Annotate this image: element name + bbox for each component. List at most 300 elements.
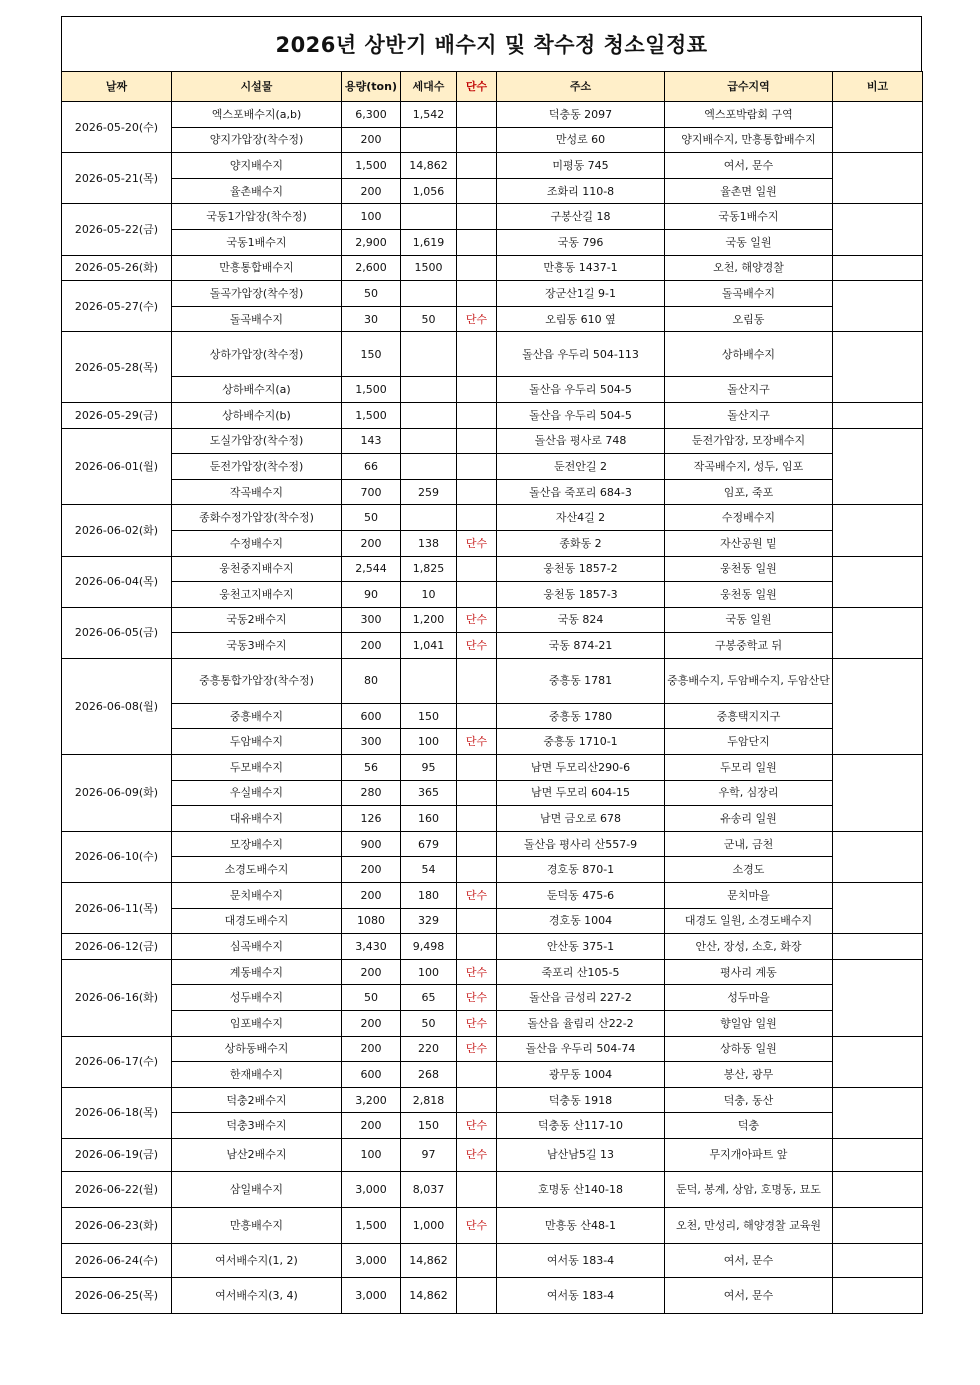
cutoff-cell — [457, 1277, 497, 1313]
address-cell: 광무동 1004 — [497, 1062, 665, 1088]
cutoff-cell: 단수 — [457, 1207, 497, 1243]
facility-cell: 남산2배수지 — [172, 1138, 342, 1171]
note-cell — [833, 428, 923, 505]
cutoff-cell — [457, 402, 497, 428]
area-cell: 덕충, 동산 — [665, 1087, 833, 1113]
header-note: 비고 — [833, 72, 923, 102]
date-cell: 2026-06-12(금) — [62, 934, 172, 960]
cutoff-cell — [457, 857, 497, 883]
cutoff-cell — [457, 934, 497, 960]
address-cell: 남면 금오로 678 — [497, 806, 665, 832]
table-row — [62, 658, 923, 703]
area-cell: 여서, 문수 — [665, 153, 833, 179]
date-cell: 2026-06-24(수) — [62, 1243, 172, 1277]
address-cell: 조화리 110-8 — [497, 178, 665, 204]
facility-cell: 여서배수지(3, 4) — [172, 1277, 342, 1313]
header-capacity: 용량(ton) — [342, 72, 401, 102]
capacity-cell: 3,200 — [342, 1087, 401, 1113]
area-cell: 상하동 일원 — [665, 1036, 833, 1062]
address-cell: 구봉산길 18 — [497, 204, 665, 230]
facility-cell: 국동3배수지 — [172, 633, 342, 659]
table-row — [62, 1171, 923, 1207]
table-row — [62, 1087, 923, 1113]
facility-cell: 돌곡가압장(착수정) — [172, 281, 342, 307]
note-cell — [833, 255, 923, 281]
capacity-cell: 200 — [342, 883, 401, 909]
table-row — [62, 556, 923, 582]
facility-cell: 계동배수지 — [172, 959, 342, 985]
capacity-cell: 300 — [342, 607, 401, 633]
note-cell — [833, 332, 923, 403]
households-cell: 1,056 — [401, 178, 457, 204]
date-cell: 2026-06-09(화) — [62, 755, 172, 832]
date-cell: 2026-05-22(금) — [62, 204, 172, 255]
households-cell — [401, 402, 457, 428]
households-cell: 10 — [401, 582, 457, 608]
facility-cell: 도실가압장(착수정) — [172, 428, 342, 454]
note-cell — [833, 1087, 923, 1138]
capacity-cell: 143 — [342, 428, 401, 454]
area-cell: 군내, 금천 — [665, 831, 833, 857]
households-cell — [401, 332, 457, 377]
address-cell: 돌산읍 율림리 산22-2 — [497, 1011, 665, 1037]
capacity-cell: 1,500 — [342, 1207, 401, 1243]
facility-cell: 대유배수지 — [172, 806, 342, 832]
table-row — [62, 1036, 923, 1062]
table-row — [62, 153, 923, 179]
area-cell: 무지개아파트 앞 — [665, 1138, 833, 1171]
header-cutoff: 단수 — [457, 72, 497, 102]
capacity-cell: 66 — [342, 454, 401, 480]
capacity-cell: 90 — [342, 582, 401, 608]
address-cell: 중흥동 1780 — [497, 703, 665, 729]
header-facility: 시설물 — [172, 72, 342, 102]
address-cell: 국동 874-21 — [497, 633, 665, 659]
area-cell: 양지배수지, 만흥통합배수지 — [665, 127, 833, 153]
cutoff-cell — [457, 908, 497, 934]
facility-cell: 돌곡배수지 — [172, 306, 342, 332]
address-cell: 웅천동 1857-2 — [497, 556, 665, 582]
cutoff-cell — [457, 229, 497, 255]
note-cell — [833, 1207, 923, 1243]
date-cell: 2026-06-22(월) — [62, 1171, 172, 1207]
note-cell — [833, 1171, 923, 1207]
area-cell: 유송리 일원 — [665, 806, 833, 832]
capacity-cell: 200 — [342, 1113, 401, 1139]
note-cell — [833, 755, 923, 832]
area-cell: 돌산지구 — [665, 377, 833, 403]
capacity-cell: 3,000 — [342, 1277, 401, 1313]
cutoff-cell — [457, 377, 497, 403]
households-cell: 1,542 — [401, 102, 457, 128]
capacity-cell: 100 — [342, 204, 401, 230]
table-row — [62, 505, 923, 531]
table-row — [62, 857, 923, 883]
capacity-cell: 2,600 — [342, 255, 401, 281]
date-cell: 2026-05-29(금) — [62, 402, 172, 428]
facility-cell: 종화수정가압장(착수정) — [172, 505, 342, 531]
cutoff-cell — [457, 582, 497, 608]
table-row — [62, 934, 923, 960]
address-cell: 돌산읍 우두리 504-74 — [497, 1036, 665, 1062]
facility-cell: 국동1가압장(착수정) — [172, 204, 342, 230]
note-cell — [833, 1243, 923, 1277]
table-row — [62, 703, 923, 729]
households-cell: 54 — [401, 857, 457, 883]
area-cell: 향일암 일원 — [665, 1011, 833, 1037]
households-cell: 14,862 — [401, 1243, 457, 1277]
households-cell: 1500 — [401, 255, 457, 281]
date-cell: 2026-06-17(수) — [62, 1036, 172, 1087]
capacity-cell: 1,500 — [342, 153, 401, 179]
households-cell: 365 — [401, 780, 457, 806]
address-cell: 돌산읍 우두리 504-113 — [497, 332, 665, 377]
area-cell: 수정배수지 — [665, 505, 833, 531]
cutoff-cell: 단수 — [457, 959, 497, 985]
capacity-cell: 50 — [342, 281, 401, 307]
address-cell: 돌산읍 우두리 504-5 — [497, 377, 665, 403]
address-cell: 장군산1길 9-1 — [497, 281, 665, 307]
address-cell: 웅천동 1857-3 — [497, 582, 665, 608]
note-cell — [833, 402, 923, 428]
cutoff-cell — [457, 1062, 497, 1088]
households-cell: 1,825 — [401, 556, 457, 582]
table-row — [62, 755, 923, 781]
facility-cell: 상하배수지(a) — [172, 377, 342, 403]
capacity-cell: 200 — [342, 1036, 401, 1062]
households-cell: 100 — [401, 729, 457, 755]
facility-cell: 중흥통합가압장(착수정) — [172, 658, 342, 703]
area-cell: 평사리 계동 — [665, 959, 833, 985]
cutoff-cell — [457, 127, 497, 153]
table-row — [62, 178, 923, 204]
note-cell — [833, 883, 923, 934]
area-cell: 상하배수지 — [665, 332, 833, 377]
households-cell: 2,818 — [401, 1087, 457, 1113]
households-cell: 65 — [401, 985, 457, 1011]
capacity-cell: 600 — [342, 1062, 401, 1088]
table-row — [62, 607, 923, 633]
households-cell: 138 — [401, 530, 457, 556]
table-row — [62, 883, 923, 909]
address-cell: 미평동 745 — [497, 153, 665, 179]
address-cell: 둔덕동 475-6 — [497, 883, 665, 909]
date-cell: 2026-06-23(화) — [62, 1207, 172, 1243]
address-cell: 돌산읍 금성리 227-2 — [497, 985, 665, 1011]
households-cell: 150 — [401, 703, 457, 729]
capacity-cell: 3,430 — [342, 934, 401, 960]
address-cell: 만흥동 산48-1 — [497, 1207, 665, 1243]
cutoff-cell — [457, 479, 497, 505]
address-cell: 만흥동 1437-1 — [497, 255, 665, 281]
table-row — [62, 1138, 923, 1171]
households-cell — [401, 281, 457, 307]
households-cell: 160 — [401, 806, 457, 832]
schedule-sheet — [61, 16, 922, 1314]
date-cell: 2026-06-08(월) — [62, 658, 172, 754]
area-cell: 소경도 — [665, 857, 833, 883]
cutoff-cell: 단수 — [457, 729, 497, 755]
households-cell — [401, 658, 457, 703]
households-cell: 100 — [401, 959, 457, 985]
address-cell: 안산동 375-1 — [497, 934, 665, 960]
date-cell: 2026-06-25(목) — [62, 1277, 172, 1313]
area-cell: 두모리 일원 — [665, 755, 833, 781]
note-cell — [833, 959, 923, 1036]
table-row — [62, 402, 923, 428]
cutoff-cell: 단수 — [457, 1113, 497, 1139]
cutoff-cell — [457, 204, 497, 230]
facility-cell: 한재배수지 — [172, 1062, 342, 1088]
area-cell: 오천, 해양경찰 — [665, 255, 833, 281]
capacity-cell: 900 — [342, 831, 401, 857]
households-cell: 150 — [401, 1113, 457, 1139]
table-row — [62, 780, 923, 806]
address-cell: 남면 두모리 604-15 — [497, 780, 665, 806]
area-cell: 오림동 — [665, 306, 833, 332]
area-cell: 국동 일원 — [665, 607, 833, 633]
cutoff-cell: 단수 — [457, 985, 497, 1011]
facility-cell: 덕충2배수지 — [172, 1087, 342, 1113]
table-row — [62, 204, 923, 230]
area-cell: 임포, 죽포 — [665, 479, 833, 505]
table-row — [62, 1113, 923, 1139]
area-cell: 둔전가압장, 모장배수지 — [665, 428, 833, 454]
table-row — [62, 281, 923, 307]
cutoff-cell — [457, 281, 497, 307]
note-cell — [833, 1036, 923, 1087]
households-cell: 1,041 — [401, 633, 457, 659]
cutoff-cell — [457, 755, 497, 781]
table-row — [62, 428, 923, 454]
cutoff-cell — [457, 1087, 497, 1113]
households-cell: 679 — [401, 831, 457, 857]
capacity-cell: 1,500 — [342, 402, 401, 428]
area-cell: 둔덕, 봉계, 상암, 호명동, 묘도 — [665, 1171, 833, 1207]
capacity-cell: 50 — [342, 505, 401, 531]
capacity-cell: 50 — [342, 985, 401, 1011]
cutoff-cell — [457, 1243, 497, 1277]
area-cell: 작곡배수지, 성두, 임포 — [665, 454, 833, 480]
table-row — [62, 530, 923, 556]
table-row — [62, 633, 923, 659]
area-cell: 덕충 — [665, 1113, 833, 1139]
facility-cell: 모장배수지 — [172, 831, 342, 857]
facility-cell: 율촌배수지 — [172, 178, 342, 204]
schedule-table — [61, 71, 923, 1314]
households-cell: 180 — [401, 883, 457, 909]
households-cell: 259 — [401, 479, 457, 505]
capacity-cell: 30 — [342, 306, 401, 332]
area-cell: 여서, 문수 — [665, 1277, 833, 1313]
capacity-cell: 200 — [342, 127, 401, 153]
area-cell: 우학, 심장리 — [665, 780, 833, 806]
address-cell: 경호동 870-1 — [497, 857, 665, 883]
facility-cell: 웅천고지배수지 — [172, 582, 342, 608]
schedule-body — [62, 102, 923, 1314]
table-row — [62, 1062, 923, 1088]
households-cell: 1,619 — [401, 229, 457, 255]
cutoff-cell: 단수 — [457, 530, 497, 556]
capacity-cell: 6,300 — [342, 102, 401, 128]
address-cell: 돌산읍 죽포리 684-3 — [497, 479, 665, 505]
area-cell: 안산, 장성, 소호, 화장 — [665, 934, 833, 960]
households-cell: 220 — [401, 1036, 457, 1062]
households-cell — [401, 454, 457, 480]
facility-cell: 여서배수지(1, 2) — [172, 1243, 342, 1277]
capacity-cell: 3,000 — [342, 1243, 401, 1277]
header-address: 주소 — [497, 72, 665, 102]
cutoff-cell — [457, 454, 497, 480]
date-cell: 2026-06-04(목) — [62, 556, 172, 607]
cutoff-cell — [457, 153, 497, 179]
capacity-cell: 200 — [342, 1011, 401, 1037]
address-cell: 덕충동 1918 — [497, 1087, 665, 1113]
households-cell — [401, 127, 457, 153]
table-row — [62, 1277, 923, 1313]
cutoff-cell — [457, 332, 497, 377]
households-cell: 9,498 — [401, 934, 457, 960]
date-cell: 2026-06-19(금) — [62, 1138, 172, 1171]
facility-cell: 만흥통합배수지 — [172, 255, 342, 281]
table-row — [62, 454, 923, 480]
date-cell: 2026-05-26(화) — [62, 255, 172, 281]
table-row — [62, 377, 923, 403]
households-cell — [401, 428, 457, 454]
facility-cell: 웅천중지배수지 — [172, 556, 342, 582]
date-cell: 2026-06-01(월) — [62, 428, 172, 505]
address-cell: 남산남5길 13 — [497, 1138, 665, 1171]
facility-cell: 수정배수지 — [172, 530, 342, 556]
cutoff-cell — [457, 428, 497, 454]
facility-cell: 문치배수지 — [172, 883, 342, 909]
area-cell: 웅천동 일원 — [665, 556, 833, 582]
table-row — [62, 1011, 923, 1037]
area-cell: 중흥배수지, 두암배수지, 두암산단 — [665, 658, 833, 703]
facility-cell: 성두배수지 — [172, 985, 342, 1011]
address-cell: 덕충동 산117-10 — [497, 1113, 665, 1139]
table-row — [62, 908, 923, 934]
facility-cell: 덕충3배수지 — [172, 1113, 342, 1139]
date-cell: 2026-06-10(수) — [62, 831, 172, 882]
area-cell: 국동1배수지 — [665, 204, 833, 230]
capacity-cell: 2,544 — [342, 556, 401, 582]
cutoff-cell — [457, 806, 497, 832]
area-cell: 성두마을 — [665, 985, 833, 1011]
area-cell: 두암단지 — [665, 729, 833, 755]
date-cell: 2026-05-27(수) — [62, 281, 172, 332]
date-cell: 2026-06-16(화) — [62, 959, 172, 1036]
page-title: 2026년 상반기 배수지 및 착수정 청소일정표 — [61, 16, 922, 71]
address-cell: 만성로 60 — [497, 127, 665, 153]
date-cell: 2026-06-18(목) — [62, 1087, 172, 1138]
table-row — [62, 959, 923, 985]
facility-cell: 상하동배수지 — [172, 1036, 342, 1062]
facility-cell: 심곡배수지 — [172, 934, 342, 960]
note-cell — [833, 556, 923, 607]
capacity-cell: 600 — [342, 703, 401, 729]
households-cell — [401, 505, 457, 531]
facility-cell: 양지배수지 — [172, 153, 342, 179]
capacity-cell: 2,900 — [342, 229, 401, 255]
note-cell — [833, 658, 923, 754]
address-cell: 여서동 183-4 — [497, 1243, 665, 1277]
cutoff-cell: 단수 — [457, 883, 497, 909]
facility-cell: 삼일배수지 — [172, 1171, 342, 1207]
cutoff-cell — [457, 556, 497, 582]
table-row — [62, 127, 923, 153]
table-row — [62, 306, 923, 332]
cutoff-cell: 단수 — [457, 607, 497, 633]
households-cell: 50 — [401, 1011, 457, 1037]
facility-cell: 우실배수지 — [172, 780, 342, 806]
note-cell — [833, 153, 923, 204]
address-cell: 자산4길 2 — [497, 505, 665, 531]
facility-cell: 둔전가압장(착수정) — [172, 454, 342, 480]
capacity-cell: 150 — [342, 332, 401, 377]
households-cell: 1,200 — [401, 607, 457, 633]
address-cell: 둔전안길 2 — [497, 454, 665, 480]
area-cell: 자산공원 밑 — [665, 530, 833, 556]
capacity-cell: 3,000 — [342, 1171, 401, 1207]
address-cell: 종화동 2 — [497, 530, 665, 556]
table-row — [62, 831, 923, 857]
address-cell: 여서동 183-4 — [497, 1277, 665, 1313]
note-cell — [833, 607, 923, 658]
households-cell: 95 — [401, 755, 457, 781]
area-cell: 율촌면 일원 — [665, 178, 833, 204]
capacity-cell: 280 — [342, 780, 401, 806]
address-cell: 돌산읍 우두리 504-5 — [497, 402, 665, 428]
households-cell: 329 — [401, 908, 457, 934]
facility-cell: 작곡배수지 — [172, 479, 342, 505]
note-cell — [833, 204, 923, 255]
header-date: 날짜 — [62, 72, 172, 102]
households-cell: 268 — [401, 1062, 457, 1088]
address-cell: 국동 824 — [497, 607, 665, 633]
facility-cell: 두모배수지 — [172, 755, 342, 781]
cutoff-cell: 단수 — [457, 1138, 497, 1171]
address-cell: 죽포리 산105-5 — [497, 959, 665, 985]
cutoff-cell: 단수 — [457, 633, 497, 659]
area-cell: 오천, 만성리, 해양경찰 교육원 — [665, 1207, 833, 1243]
facility-cell: 국동1배수지 — [172, 229, 342, 255]
households-cell: 14,862 — [401, 1277, 457, 1313]
table-row — [62, 806, 923, 832]
households-cell — [401, 204, 457, 230]
households-cell: 1,000 — [401, 1207, 457, 1243]
date-cell: 2026-06-05(금) — [62, 607, 172, 658]
households-cell — [401, 377, 457, 403]
households-cell: 14,862 — [401, 153, 457, 179]
address-cell: 호명동 산140-18 — [497, 1171, 665, 1207]
facility-cell: 두암배수지 — [172, 729, 342, 755]
capacity-cell: 300 — [342, 729, 401, 755]
date-cell: 2026-05-20(수) — [62, 102, 172, 153]
table-row — [62, 255, 923, 281]
capacity-cell: 200 — [342, 633, 401, 659]
table-row — [62, 729, 923, 755]
capacity-cell: 1,500 — [342, 377, 401, 403]
cutoff-cell — [457, 178, 497, 204]
note-cell — [833, 934, 923, 960]
address-cell: 국동 796 — [497, 229, 665, 255]
area-cell: 돌곡배수지 — [665, 281, 833, 307]
table-row — [62, 229, 923, 255]
households-cell: 97 — [401, 1138, 457, 1171]
capacity-cell: 200 — [342, 959, 401, 985]
header-row — [62, 72, 923, 102]
